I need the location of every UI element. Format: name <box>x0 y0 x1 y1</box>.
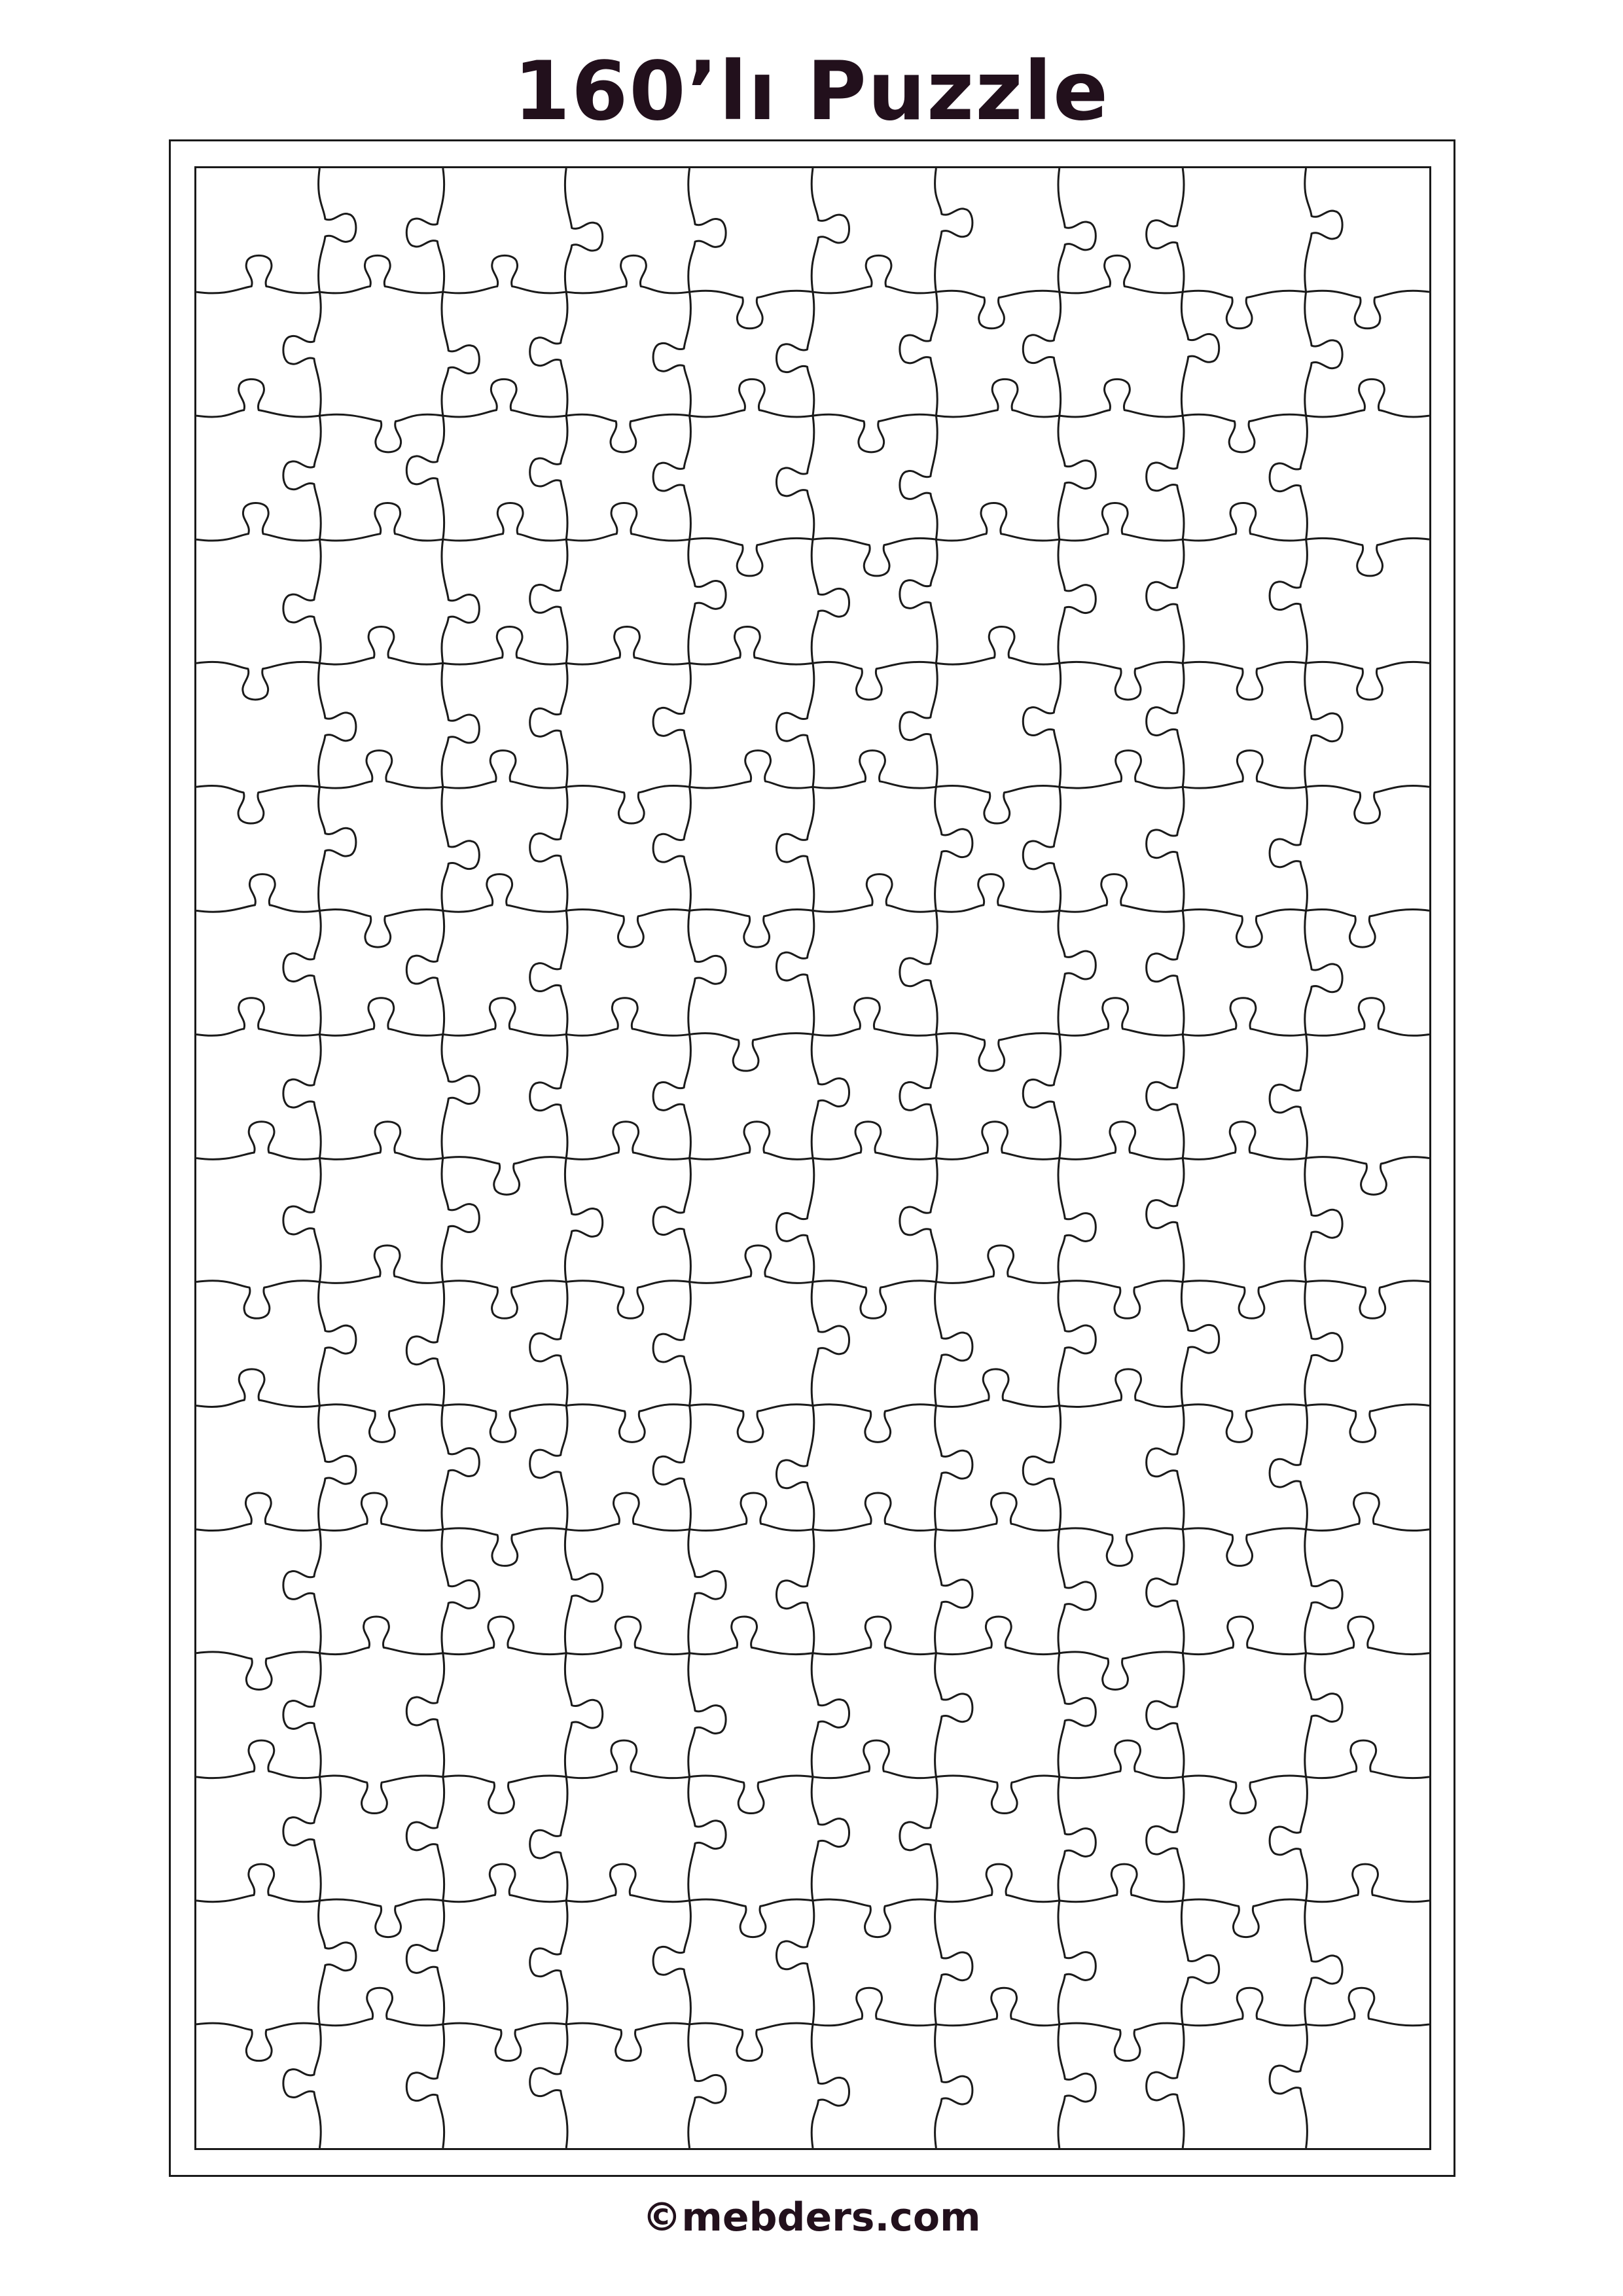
puzzle-cut-lines <box>196 168 1429 2148</box>
footer-credit: ©mebders.com <box>642 2195 981 2240</box>
page-title: 160’lı Puzzle <box>513 45 1110 139</box>
puzzle-board <box>194 166 1431 2150</box>
